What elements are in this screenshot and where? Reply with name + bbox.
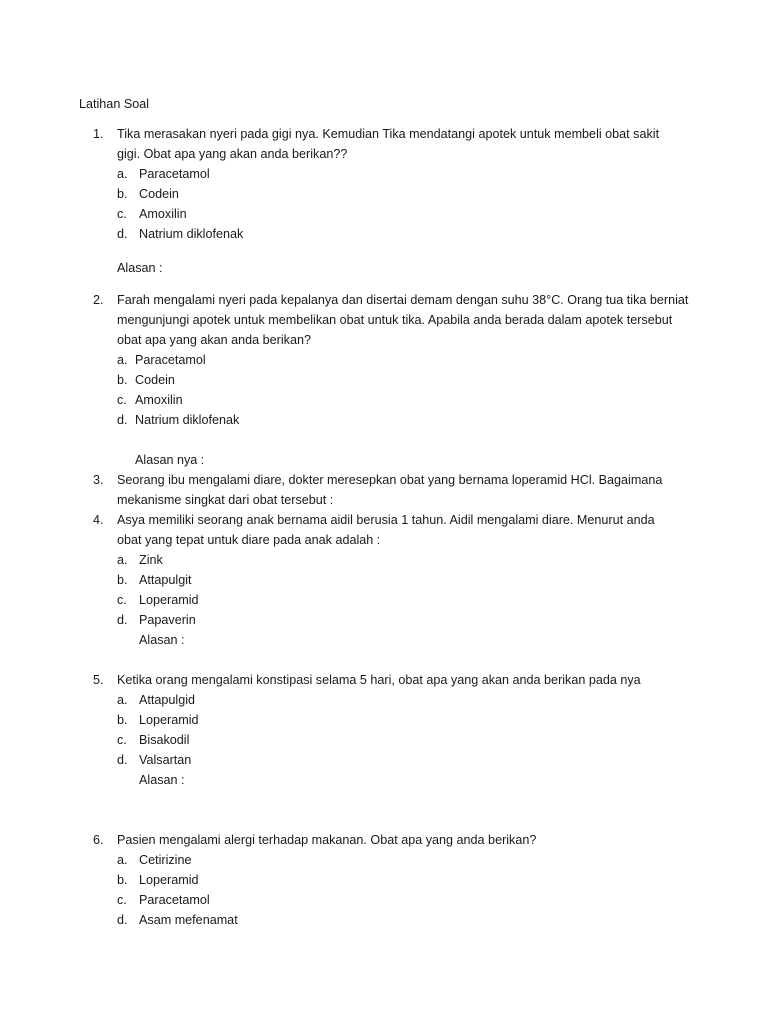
option-b: b. Codein <box>117 373 175 387</box>
option-b: b. Attapulgit <box>117 573 192 587</box>
option-a: a. Attapulgid <box>117 693 196 707</box>
option-a: a. Zink <box>117 553 163 567</box>
question-number: 4. <box>93 513 104 527</box>
question-number: 3. <box>93 473 104 487</box>
option-a: a. Paracetamol <box>117 167 210 181</box>
option-a: a. Paracetamol <box>117 353 206 367</box>
option-c: c. Amoxilin <box>117 207 187 221</box>
option-b: b. Codein <box>117 187 179 201</box>
question-number: 6. <box>93 833 104 847</box>
question-text: Farah mengalami nyeri pada kepalanya dan disertai demam dengan suhu 38°C. Orang tua tika berniat mengunjungi apotek untuk membelikan obat untuk tika. Apabila anda berada dalam apotek tersebut obat apa yang akan anda berikan? <box>117 293 689 347</box>
question-text: Seorang ibu mengalami diare, dokter meresepkan obat yang bernama loperamid HCl. Bagaimana mekanisme singkat dari obat tersebut : <box>117 473 663 507</box>
option-b: b. Loperamid <box>117 713 199 727</box>
option-c: c. Bisakodil <box>117 733 190 747</box>
option-d: d. Asam mefenamat <box>117 913 238 927</box>
option-d: d. Natrium diklofenak <box>117 227 244 241</box>
option-c: c. Loperamid <box>117 593 199 607</box>
question-number: 1. <box>93 127 104 141</box>
question-text: Pasien mengalami alergi terhadap makanan. Obat apa yang anda berikan? <box>117 833 537 847</box>
reason-label: Alasan nya : <box>135 453 205 467</box>
question-text: Ketika orang mengalami konstipasi selama 5 hari, obat apa yang akan anda berikan pada nya <box>117 673 641 687</box>
question-text: Asya memiliki seorang anak bernama aidil berusia 1 tahun. Aidil mengalami diare. Menurut anda obat yang tepat untuk diare pada anak adalah : <box>117 513 655 547</box>
reason-label: Alasan : <box>139 633 185 647</box>
option-c: c. Paracetamol <box>117 893 210 907</box>
question-text: Tika merasakan nyeri pada gigi nya. Kemudian Tika mendatangi apotek untuk membeli obat sakit gigi. Obat apa yang akan anda berikan?? <box>117 127 660 161</box>
question-number: 2. <box>93 293 104 307</box>
option-a: a. Cetirizine <box>117 853 192 867</box>
page-title: Latihan Soal <box>79 97 150 111</box>
option-d: d. Natrium diklofenak <box>117 413 240 427</box>
question-number: 5. <box>93 673 104 687</box>
reason-label: Alasan : <box>139 773 185 787</box>
reason-label: Alasan : <box>117 261 163 275</box>
option-d: d. Valsartan <box>117 753 192 767</box>
option-b: b. Loperamid <box>117 873 199 887</box>
option-d: d. Papaverin <box>117 613 196 627</box>
option-c: c. Amoxilin <box>117 393 183 407</box>
